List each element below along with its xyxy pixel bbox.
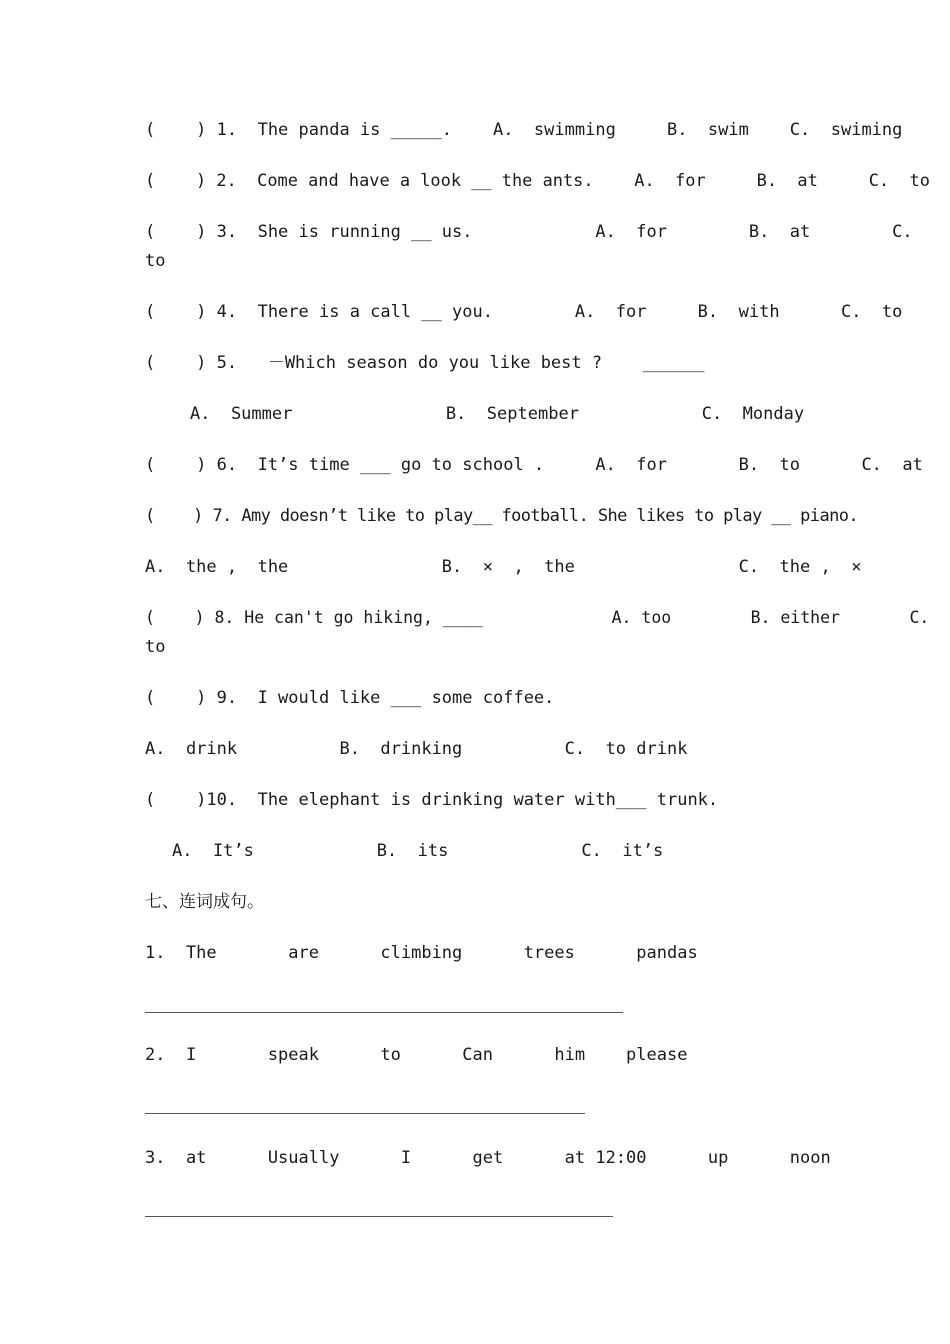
s1-answer-line	[145, 1012, 623, 1013]
q10-options: A. It’s B. its C. it’s	[172, 841, 664, 861]
q5-options: A. Summer B. September C. Monday	[190, 404, 805, 424]
q3-line: ( ) 3. She is running __ us. A. for B. at C.	[145, 222, 913, 242]
q6-line: ( ) 6. It’s time ___ go to school . A. for B. to C. at	[145, 455, 923, 475]
q8-line: ( ) 8. He can't go hiking, ____ A. too B. either C.	[145, 608, 930, 628]
q1-line: ( ) 1. The panda is _____. A. swimming B. swim C. swiming	[145, 120, 903, 140]
q8-line-wrap: to	[145, 637, 166, 657]
s2-words: 2. I speak to Can him please	[145, 1045, 688, 1065]
q10-line: ( )10. The elephant is drinking water with___ trunk.	[145, 790, 719, 810]
s1-words: 1. The are climbing trees pandas	[145, 943, 698, 963]
q3-line-wrap: to	[145, 251, 166, 271]
q9-options: A. drink B. drinking C. to drink	[145, 739, 688, 759]
q2-line: ( ) 2. Come and have a look __ the ants. A. for B. at C. to	[145, 171, 930, 191]
s3-answer-line	[145, 1216, 613, 1217]
s3-words: 3. at Usually I get at 12:00 up noon	[145, 1148, 831, 1168]
q4-line: ( ) 4. There is a call __ you. A. for B. with C. to	[145, 302, 903, 322]
q9-line: ( ) 9. I would like ___ some coffee.	[145, 688, 555, 708]
q7-line: ( ) 7. Amy doesn’t like to play__ football. She likes to play __ piano.	[145, 506, 858, 526]
s2-answer-line	[145, 1113, 585, 1114]
q5-line: ( ) 5. －Which season do you like best ? ______	[145, 353, 705, 373]
section-heading: 七、连词成句。	[145, 892, 264, 912]
q7-options: A. the , the B. × , the C. the , ×	[145, 557, 862, 577]
